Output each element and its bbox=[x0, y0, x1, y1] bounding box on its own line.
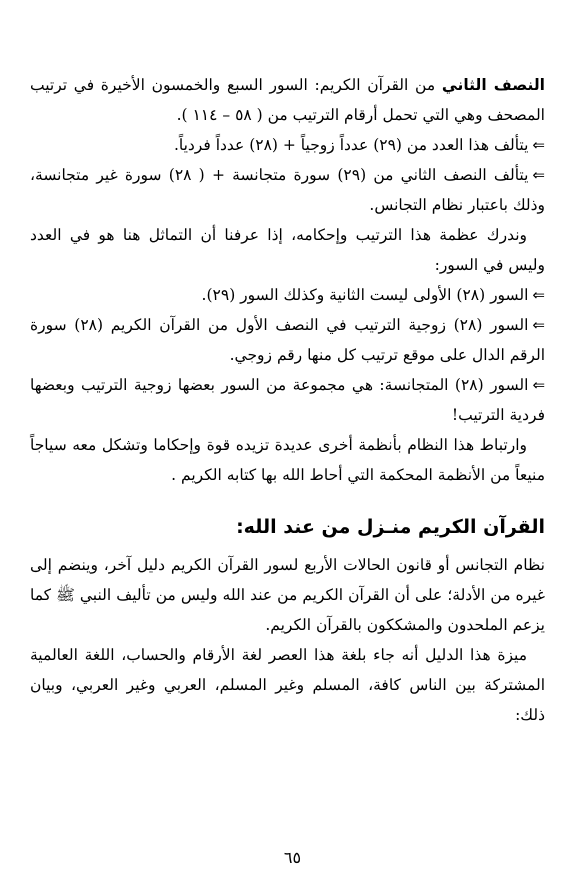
bullet-item bbox=[30, 310, 545, 370]
bullet-text: السور (٢٨) المتجانسة: هي مجموعة من السور بعضها زوجية الترتيب وبعضها فردية الترتيب! bbox=[30, 376, 545, 424]
arrow-icon: ⇐ bbox=[532, 286, 545, 304]
page-number: ٦٥ bbox=[283, 848, 302, 867]
paragraph-second-half bbox=[30, 70, 545, 130]
page-body bbox=[30, 70, 545, 730]
section-heading: القرآن الكريم منـزل من عند الله: bbox=[236, 516, 545, 538]
paragraph-homogeneity: نظام التجانس أو قانون الحالات الأربع لسور القرآن الكريم دليل آخر، وينضم إلى غيره من الأدلة؛ على أن القرآن الكريم من عند الله وليس من تأليف النبي ﷺ كما يزعم الملحدون والمشككون بالقرآن الكريم. bbox=[30, 556, 545, 634]
second-half-lead: النصف الثاني bbox=[441, 76, 545, 94]
arrow-icon: ⇐ bbox=[532, 316, 545, 334]
second-half-text: من القرآن الكريم: السور السبع والخمسون الأخيرة في ترتيب المصحف وهي التي تحمل أرقام الترتيب من ( ٥٨ – ١١٤ ). bbox=[30, 76, 545, 124]
bullet-item bbox=[30, 160, 545, 220]
bullet-text: يتألف هذا العدد من (٢٩) عدداً زوجياً + (٢٨) عدداً فردياً. bbox=[173, 136, 529, 154]
bullet-item bbox=[30, 280, 545, 310]
arrow-icon: ⇐ bbox=[532, 376, 546, 394]
bullet-text: يتألف النصف الثاني من (٢٩) سورة متجانسة + ( ٢٨) سورة غير متجانسة، وذلك باعتبار نظام التجانس. bbox=[30, 166, 545, 214]
paragraph-system-link: وارتباط هذا النظام بأنظمة أخرى عديدة تزيده قوة وإحكاما وتشكل معه سياجاً منيعاً من الأنظمة المحكمة التي أحاط الله بها كتابه الكريم . bbox=[30, 436, 545, 484]
paragraph-evidence: ميزة هذا الدليل أنه جاء بلغة هذا العصر لغة الأرقام والحساب، اللغة العالمية المشتركة بين الناس كافة، المسلم وغير المسلم، العربي وغير العربي، وبيان ذلك: bbox=[30, 646, 545, 724]
bullet-text: السور (٢٨) زوجية الترتيب في النصف الأول من القرآن الكريم (٢٨) سورة الرقم الدال على موقع ترتيب كل منها رقم زوجي. bbox=[30, 316, 545, 364]
bullet-item bbox=[30, 130, 545, 160]
bullet-text: السور (٢٨) الأولى ليست الثانية وكذلك السور (٢٩). bbox=[201, 286, 529, 304]
arrow-icon: ⇐ bbox=[532, 166, 545, 184]
paragraph-order-greatness: وندرك عظمة هذا الترتيب وإحكامه، إذا عرفنا أن التماثل هنا هو في العدد وليس في السور: bbox=[30, 226, 545, 274]
arrow-icon: ⇐ bbox=[532, 136, 545, 154]
bullet-item bbox=[30, 370, 545, 430]
